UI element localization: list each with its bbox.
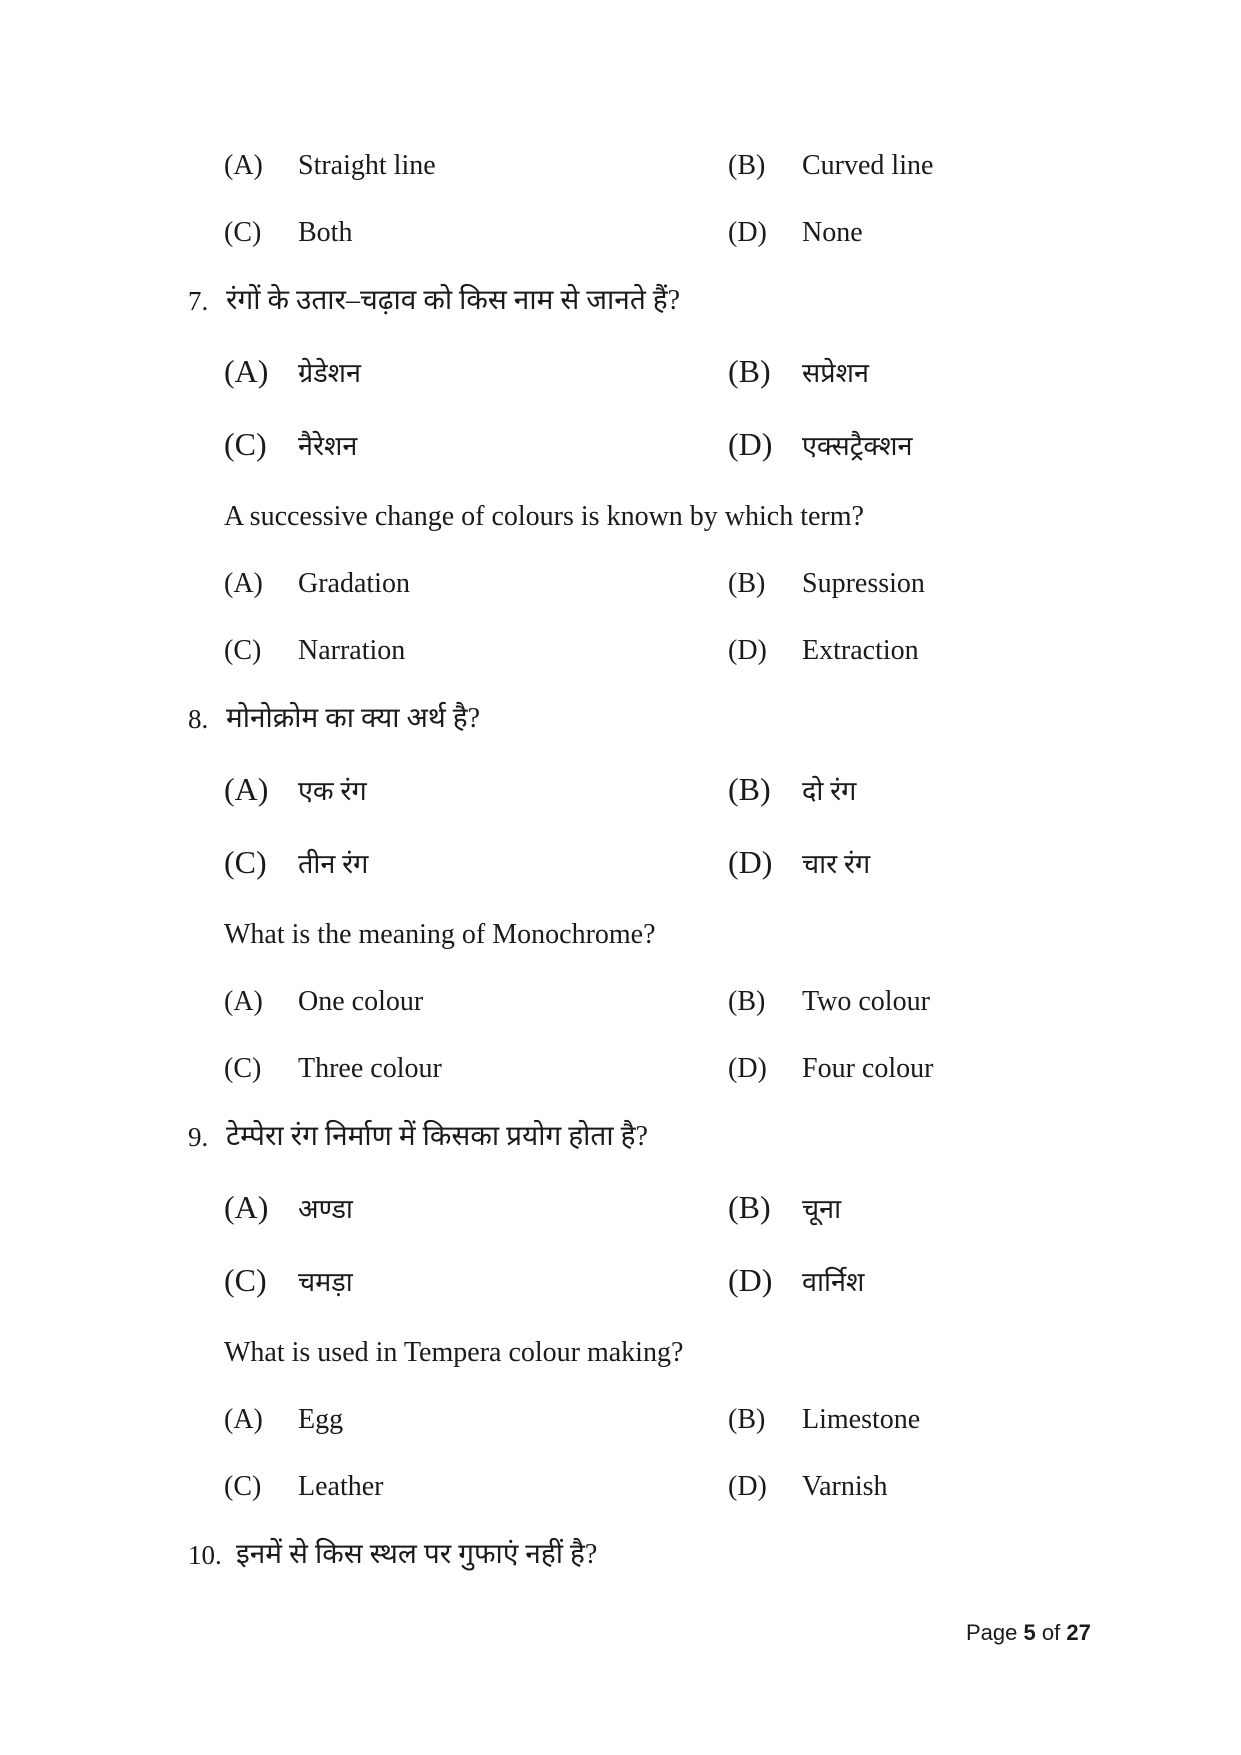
option-label: (C) [224,844,267,880]
option-text: दो रंग [802,776,857,806]
option-text: Supression [802,568,925,599]
option-label: (B) [728,1404,766,1435]
question-text: इनमें से किस स्थल पर गुफाएं नहीं है? [236,1539,598,1570]
option-text: Four colour [802,1053,934,1084]
option-label: (A) [224,1404,263,1435]
option-text: अण्डा [298,1194,353,1224]
page-number [966,1620,1091,1646]
option-label: (C) [224,217,262,248]
option-text: Varnish [802,1471,888,1502]
page-total: 27 [1066,1620,1091,1645]
option-text: Straight line [298,150,436,181]
question-text: मोनोक्रोम का क्या अर्थ है? [226,703,481,734]
option-text: Egg [298,1404,344,1435]
option-label: (B) [728,353,771,389]
question-number: 10. [188,1540,222,1570]
option-label: (D) [728,844,773,880]
option-text: एक रंग [298,776,367,806]
page-middle: of [1035,1620,1067,1645]
option-label: (C) [224,635,262,666]
option-text: Leather [298,1471,384,1502]
option-label: (B) [728,986,766,1017]
option-text: Three colour [298,1053,442,1084]
option-label: (D) [728,1471,767,1502]
question-text: What is the meaning of Monochrome? [224,919,656,950]
option-label: (A) [224,568,263,599]
question-text: What is used in Tempera colour making? [224,1337,684,1368]
option-label: (D) [728,426,773,462]
question-text: A successive change of colours is known by which term? [224,501,864,532]
option-text: Limestone [802,1404,921,1435]
option-text: One colour [298,986,424,1017]
option-label: (A) [224,150,263,181]
option-text: चमड़ा [298,1267,353,1297]
option-text: चूना [802,1194,842,1224]
option-label: (B) [728,1189,771,1225]
option-label: (B) [728,150,766,181]
page-prefix: Page [966,1620,1024,1645]
option-label: (B) [728,771,771,807]
question-text: रंगों के उतार–चढ़ाव को किस नाम से जानते हैं? [226,285,681,316]
option-label: (A) [224,1189,269,1225]
option-text: चार रंग [802,849,871,879]
option-text: Extraction [802,635,919,666]
option-label: (C) [224,1262,267,1298]
option-text: वार्निश [802,1267,865,1297]
option-text: ग्रेडेशन [298,358,362,388]
option-text: एक्सट्रैक्शन [802,431,913,461]
question-number: 8. [188,704,209,734]
option-label: (D) [728,217,767,248]
option-label: (C) [224,1053,262,1084]
option-text: Two colour [802,986,930,1017]
option-label: (B) [728,568,766,599]
option-label: (D) [728,1053,767,1084]
option-text: Gradation [298,568,410,599]
question-number: 9. [188,1122,209,1152]
option-text: Curved line [802,150,934,181]
option-label: (D) [728,1262,773,1298]
option-text: Both [298,217,353,248]
option-label: (D) [728,635,767,666]
option-label: (C) [224,426,267,462]
question-text: टेम्पेरा रंग निर्माण में किसका प्रयोग होता है? [226,1121,648,1152]
question-number: 7. [188,286,209,316]
option-text: सप्रेशन [802,358,869,388]
option-text: Narration [298,635,406,666]
option-label: (A) [224,353,269,389]
option-text: तीन रंग [298,849,369,879]
page-current: 5 [1023,1620,1036,1645]
option-label: (A) [224,771,269,807]
option-text: नैरेशन [298,431,358,461]
option-label: (A) [224,986,263,1017]
option-text: None [802,217,863,248]
option-label: (C) [224,1471,262,1502]
